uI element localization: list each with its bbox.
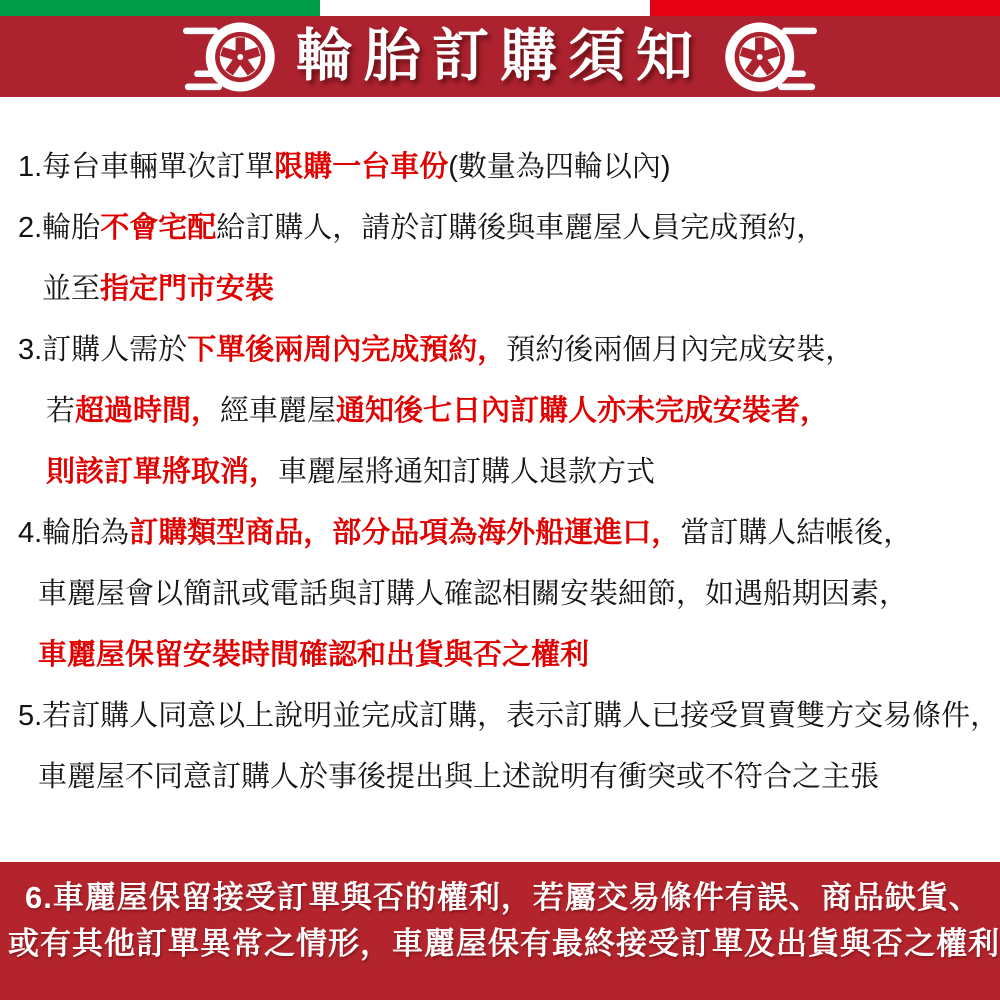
highlighted-text-segment: 不會宅配 [100,212,217,244]
footer-notice-line: 或有其他訂單異常之情形，車麗屋保有最終接受訂單及出貨與否之權利 [8,926,1000,961]
notice-line [0,625,1000,686]
highlighted-text-segment: 通知後七日內訂購人亦未完成安裝者， [336,395,830,427]
footer-notice-line: 6.車麗屋保留接受訂單與否的權利，若屬交易條件有誤、商品缺貨、 [25,880,981,915]
text-segment: 1.每台車輛單次訂單 [18,151,275,183]
text-segment: 5.若訂購人同意以上說明並完成訂購，表示訂購人已接受買賣雙方交易條件， [18,700,1000,732]
text-segment: 3.訂購人需於 [18,334,188,366]
notice-line [0,686,1000,747]
notice-line [0,442,1000,503]
footer-notice-block [0,862,1000,1000]
notice-line [0,564,1000,625]
notice-body [0,97,1000,862]
text-segment: 當訂購人結帳後， [680,517,913,549]
title-banner [0,16,1000,97]
flag-white-segment [320,0,650,16]
highlighted-text-segment: 指定門市安裝 [100,273,275,305]
notice-line [0,747,1000,808]
text-segment: 經車麗屋 [220,395,337,427]
text-segment: 2.輪胎 [18,212,101,244]
highlighted-text-segment: 限購一台車份 [274,151,449,183]
tire-speed-icon-right [720,16,820,98]
text-segment: 並至 [42,273,101,305]
highlighted-text-segment: 下單後兩周內完成預約， [187,334,507,366]
notice-line [0,137,1000,198]
flag-green-segment [0,0,320,16]
flag-red-segment [650,0,1000,16]
highlighted-text-segment: 車麗屋保留安裝時間確認和出貨與否之權利 [38,639,590,671]
notice-line [0,503,1000,564]
text-segment: (數量為四輪以內) [448,151,671,183]
notice-line [0,198,1000,259]
page-title: 輪胎訂購須知 [296,24,704,88]
notice-line [0,320,1000,381]
text-segment: 若 [46,395,76,427]
text-segment: 車麗屋會以簡訊或電話與訂購人確認相關安裝細節，如遇船期因素， [38,578,909,610]
text-segment: 車麗屋不同意訂購人於事後提出與上述說明有衝突或不符合之主張 [38,761,880,793]
text-segment: 預約後兩個月內完成安裝， [506,334,855,366]
text-segment: 車麗屋將通知訂購人退款方式 [278,456,656,488]
highlighted-text-segment: 訂購類型商品，部分品項為海外船運進口， [129,517,681,549]
text-segment: 4.輪胎為 [18,517,130,549]
highlighted-text-segment: 則該訂單將取消， [46,456,279,488]
notice-line [0,259,1000,320]
italian-flag-strip [0,0,1000,16]
highlighted-text-segment: 超過時間， [75,395,221,427]
tire-speed-icon-left [180,16,280,98]
notice-line [0,381,1000,442]
text-segment: 給訂購人，請於訂購後與車麗屋人員完成預約， [216,212,826,244]
